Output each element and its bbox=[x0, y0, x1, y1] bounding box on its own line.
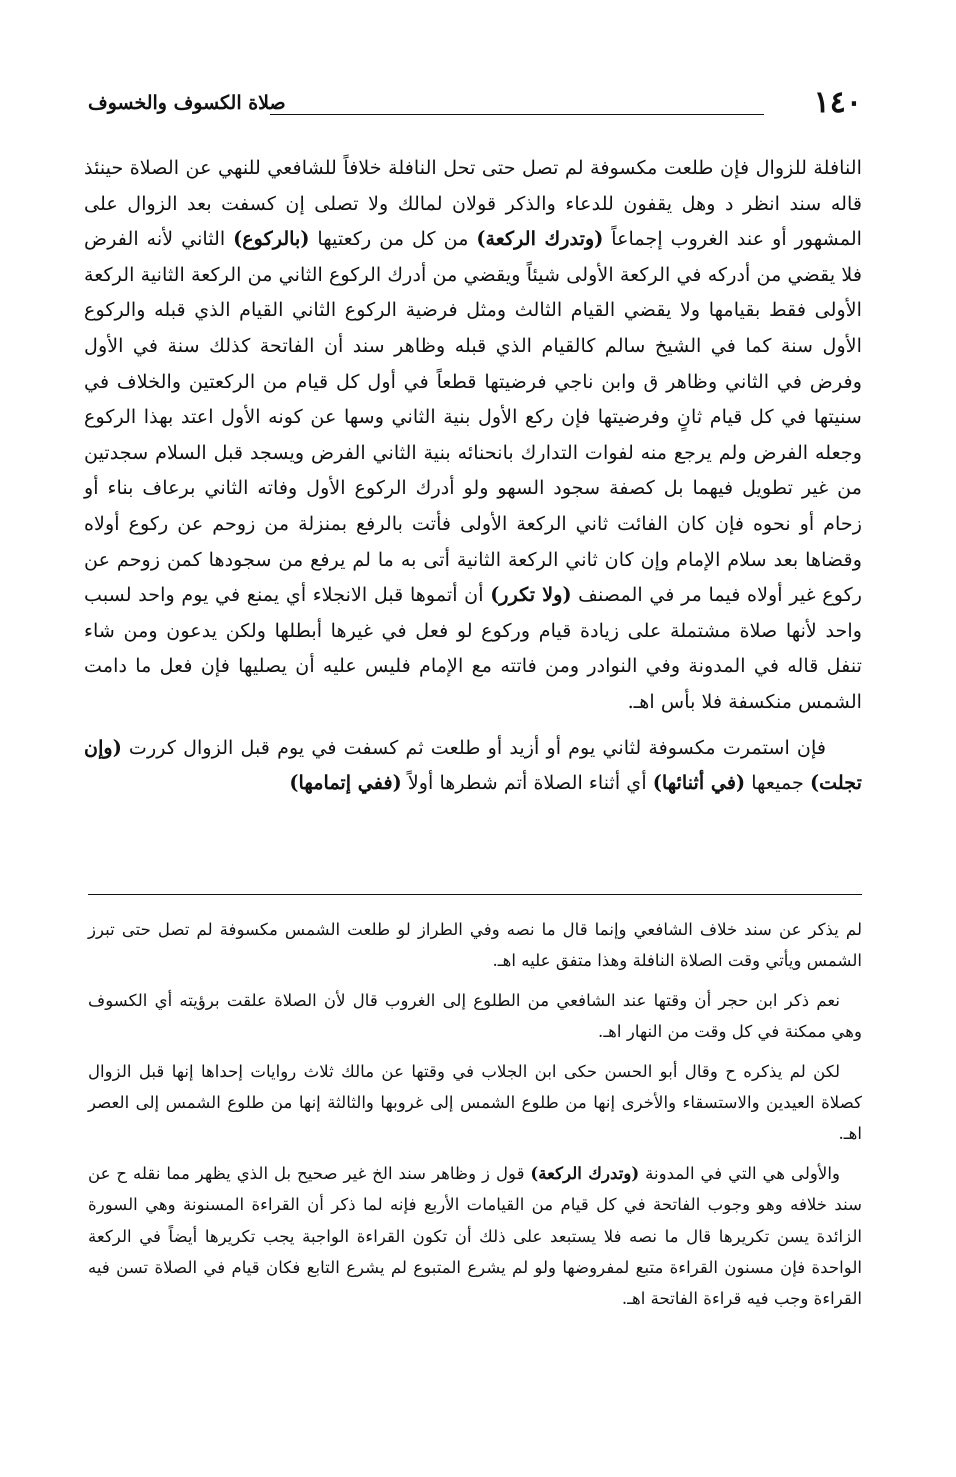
matn-quote: (بالركوع) bbox=[233, 227, 310, 251]
body-text: من كل من ركعتيها bbox=[309, 227, 477, 251]
matn-quote: (ولا تكرر) bbox=[490, 583, 572, 607]
body-text: فإن استمرت مكسوفة لثاني يوم أو أزيد أو طلعت ثم كسفت في يوم قبل الزوال كررت bbox=[121, 735, 826, 759]
body-paragraph bbox=[84, 150, 862, 720]
page-header bbox=[88, 86, 862, 126]
footnote: لكن لم يذكره ح وقال أبو الحسن حكى ابن الجلاب في وقتها عن مالك ثلاث روايات إحداها إنها قبل الزوال كصلاة العيدين والاستسقاء والأخرى إنها من طلوع الشمس إلى غروبها والثالثة إنها من طلوع الشمس إلى العصر اهـ. bbox=[88, 1061, 862, 1144]
footnote-text: قول ز وظاهر سند الخ غير صحيح بل الذي يظهر مما نقله ح عن سند خلافه وهو وجوب الفاتحة في كل قيام من القيامات الأربع فإنه لما ذكر أن القراءة المسنونة وهي السورة الزائدة يسن تكريرها قال ما نصه فلا يستبعد على ذلك أن تكون القراءة الواجبة يجب تكريرها أيضاً في الركعة الواحدة فإن مسنون القراءة متبع لمفروضها ولو لم يشرع المتبوع لم يشرع التابع فكان قيام في الصلاة تسن فيه القراءة وجب فيه قراءة الفاتحة اهـ. bbox=[88, 1163, 862, 1309]
matn-quote: (في أثنائها) bbox=[652, 771, 746, 795]
body-text: أن أتموها قبل الانجلاء أي يمنع في يوم واحد لسبب واحد لأنها صلاة مشتملة على زيادة قيام وركوع لو فعل في غيرها أبطلها ولكن يدعون ومن شاء تنفل قاله في المدونة وفي النوادر ومن فاتته مع الإمام فليس عليه أن يصليها فإن فعل ما دامت الشمس منكسفة فلا بأس اهـ. bbox=[84, 583, 862, 713]
footnote bbox=[88, 1158, 862, 1315]
matn-quote: (وإن تجلت) bbox=[84, 735, 862, 795]
body-text: أي أثناء الصلاة أتم شطرها أولاً bbox=[401, 771, 653, 795]
body-paragraph bbox=[84, 730, 862, 801]
footnote-text: والأولى هي التي في المدونة bbox=[639, 1163, 840, 1183]
footnote: نعم ذكر ابن حجر أن وقتها عند الشافعي من الطلوع إلى الغروب قال لأن الصلاة علقت برؤيته أي الكسوف وهي ممكنة في كل وقت من النهار اهـ. bbox=[88, 990, 862, 1042]
running-title: صلاة الكسوف والخسوف bbox=[88, 92, 286, 114]
footnote: لم يذكر عن سند خلاف الشافعي وإنما قال ما نصه وفي الطراز لو طلعت الشمس مكسوفة لم تصل حتى تبرز الشمس ويأتي وقت الصلاة النافلة وهذا متفق عليه اهـ. bbox=[88, 920, 862, 971]
body-text: جميعها bbox=[745, 771, 810, 795]
main-text bbox=[84, 150, 862, 801]
body-text: الثاني لأنه الفرض فلا يقضي من أدركه في الركعة الأولى شيئاً ويقضي من أدرك الركوع الثاني من الركعة الثانية الركعة الأولى فقط بقيامها ولا يقضي القيام الثالث ومثل فرضية الركوع الثاني القيام الذي قبله والركوع الأول سنة كما في الشيخ سالم كالقيام الذي قبله وظاهر سند أن الفاتحة كذلك سنة في الأول وفرض في الثاني وظاهر ق وابن ناجي فرضيتها قطعاً في أول كل قيام من الركعتين والخلاف في سنيتها في كل قيام ثانٍ وفرضيتها فإن ركع الأول بنية الثاني وسها عن كونه الأول اعتد بهذا الركوع وجعله الفرض ولم يرجع منه لفوات التدارك بانحنائه بنية الثاني الفرض ويسجد قبل السلام سجدتين من غير تطويل فيهما بل كصفة سجود السهو ولو أدرك الركوع الأول وفاته الثاني برعاف بناء أو زحام أو نحوه فإن كان الفائت ثاني الركعة الأولى فأتت بالرفع بمنزلة من زوحم عن ركوع أولاه وقضاها بعد سلام الإمام وإن كان ثاني الركعة الثانية أتى به ما لم يرفع من سجودها كمن زوحم عن ركوع غير أولاه فيما مر في المصنف bbox=[84, 227, 863, 607]
header-rule bbox=[270, 114, 764, 115]
footnote-divider bbox=[88, 894, 862, 895]
matn-quote: (وتدرك الركعة) bbox=[476, 227, 604, 251]
page-number: ١٤٠ bbox=[813, 85, 862, 120]
footnotes bbox=[88, 914, 862, 1323]
matn-quote: (وتدرك الركعة) bbox=[530, 1162, 640, 1183]
body-text: النافلة للزوال فإن طلعت مكسوفة لم تصل حتى تحل النافلة خلافاً للشافعي للنهي عن الصلاة حينئذ قاله سند انظر د وهل يقفون للدعاء والذكر قولان لمالك ولا تصلى إن كسفت بعد الزوال على المشهور أو عند الغروب إجماعاً bbox=[84, 156, 863, 251]
matn-quote: (ففي إتمامها) bbox=[289, 771, 402, 795]
